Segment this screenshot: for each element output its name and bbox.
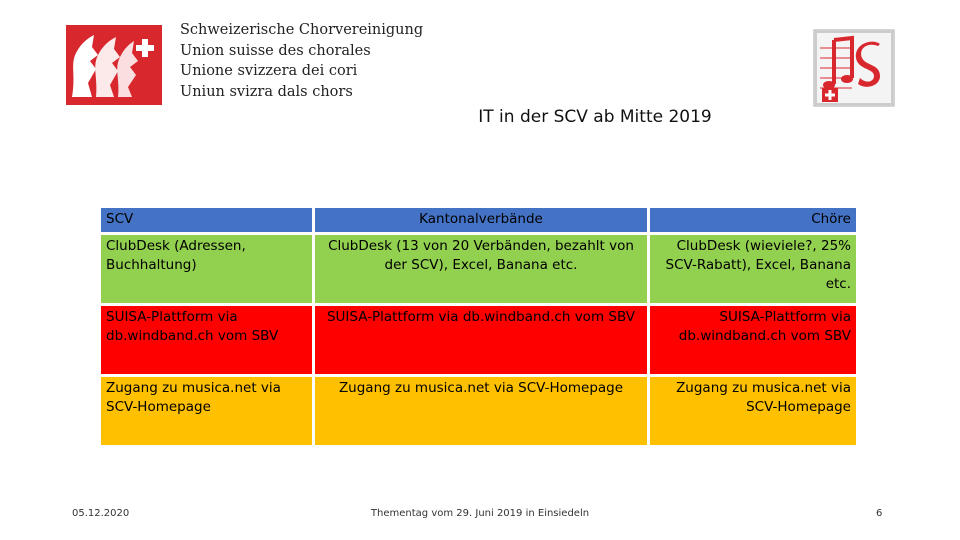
slide-title: IT in der SCV ab Mitte 2019	[478, 107, 712, 127]
footer-date: 05.12.2020	[72, 508, 130, 519]
cell-r3-c1: Zugang zu musica.net via SCV-Homepage	[101, 377, 312, 445]
org-name-fr: Union suisse des chorales	[180, 42, 371, 59]
page-number: 6	[876, 508, 883, 519]
table-row	[101, 377, 856, 445]
header-kantonalverbaende: Kantonalverbände	[315, 208, 647, 232]
header-scv: SCV	[101, 208, 312, 232]
cell-r2-c3: SUISA-Plattform via db.windband.ch vom SBV	[650, 306, 856, 374]
cell-r1-c3: ClubDesk (wieviele?, 25% SCV-Rabatt), Excel, Banana etc.	[650, 235, 856, 303]
organization-names	[180, 20, 423, 102]
cell-r2-c2: SUISA-Plattform via db.windband.ch vom SBV	[315, 306, 647, 374]
footer-event: Thementag vom 29. Juni 2019 in Einsiedeln	[370, 508, 590, 519]
org-name-rm: Uniun svizra dals chors	[180, 83, 353, 100]
table-header-row	[101, 208, 856, 232]
cell-r3-c2: Zugang zu musica.net via SCV-Homepage	[315, 377, 647, 445]
scv-music-note-logo-icon	[812, 28, 896, 108]
swiss-chorus-faces-logo-icon	[66, 25, 162, 105]
table-row	[101, 235, 856, 303]
org-name-de: Schweizerische Chorvereinigung	[180, 22, 424, 38]
it-overview-table	[98, 205, 859, 448]
cell-r1-c2: ClubDesk (13 von 20 Verbänden, bezahlt von der SCV), Excel, Banana etc.	[315, 235, 647, 303]
cell-r2-c1: SUISA-Plattform via db.windband.ch vom SBV	[101, 306, 312, 374]
header-choere: Chöre	[650, 208, 856, 232]
table-row	[101, 306, 856, 374]
cell-r1-c1: ClubDesk (Adressen, Buchhaltung)	[101, 235, 312, 303]
cell-r3-c3: Zugang zu musica.net via SCV-Homepage	[650, 377, 856, 445]
org-name-it: Unione svizzera dei cori	[180, 63, 358, 79]
